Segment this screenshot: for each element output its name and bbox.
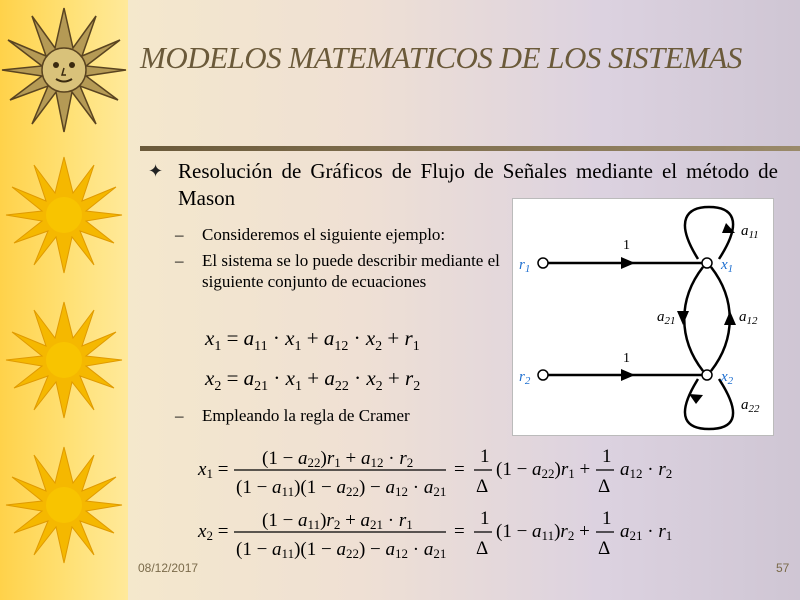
decorative-sun-strip (0, 0, 128, 600)
svg-text:(1 − a22)r1 +: (1 − a22)r1 + (496, 459, 591, 481)
svg-text:1: 1 (480, 508, 490, 529)
arrow-icon (689, 394, 703, 404)
sun-icon (6, 447, 122, 563)
arrow-icon (677, 311, 689, 325)
svg-text:Δ: Δ (476, 476, 489, 497)
svg-text:Δ: Δ (598, 538, 611, 559)
sun-icon (6, 157, 122, 273)
cramer-equations (190, 440, 690, 565)
label-r2: $r_2$ (519, 369, 531, 387)
svg-text:1: 1 (602, 508, 612, 529)
signal-flow-graph (512, 198, 774, 436)
label-gain-1-bottom: 1 (623, 351, 630, 366)
sub-bullet-text: El sistema se lo puede describir mediante el siguiente conjunto de ecuaciones (202, 251, 500, 291)
dash-bullet-icon: – (175, 406, 184, 425)
node-r2 (538, 370, 548, 380)
node-r1 (538, 258, 548, 268)
svg-text:(1 − a11)(1 − a22) − a12 · a21: (1 − a11)(1 − a22) − a12 · a21 (236, 477, 447, 499)
svg-text:Δ: Δ (476, 538, 489, 559)
svg-text:1: 1 (602, 446, 612, 467)
main-bullet-text: Resolución de Gráficos de Flujo de Señales mediante el método de Mason (178, 159, 778, 210)
label-a21: $a_{21}$ (657, 309, 676, 327)
label-a11: $a_{11}$ (741, 223, 759, 241)
arrow-icon (621, 369, 635, 381)
svg-text:(1 − a11)r2 +: (1 − a11)r2 + (496, 521, 590, 543)
dash-bullet-icon: – (175, 225, 184, 244)
label-r1: $r_1$ (519, 257, 531, 275)
svg-text:(1 − a22)r1 + a12 · r2: (1 − a22)r1 + a12 · r2 (262, 448, 414, 470)
node-x1 (702, 258, 712, 268)
sun-icons (0, 0, 128, 600)
equation-1: $x_1 = a_{11} \cdot x_1 + a_{12} \cdot x_2 + r_1$ (205, 326, 420, 355)
arrow-icon (621, 257, 635, 269)
equation-2: $x_2 = a_{21} \cdot x_1 + a_{22} \cdot x_2 + r_2$ (205, 366, 421, 395)
arrow-icon (724, 311, 736, 325)
footer-date: 08/12/2017 (138, 561, 199, 575)
svg-text:Δ: Δ (598, 476, 611, 497)
label-gain-1-top: 1 (623, 238, 630, 253)
label-x2: $x_2$ (721, 369, 734, 387)
slide-title: MODELOS MATEMATICOS DE LOS SISTEMAS (140, 40, 742, 75)
star-bullet-icon: ✦ (148, 161, 164, 181)
sun-icon (6, 302, 122, 418)
sun-face-icon (2, 8, 126, 132)
sub-bullet-text: Empleando la regla de Cramer (202, 406, 410, 425)
dash-bullet-icon: – (175, 251, 184, 270)
title-divider (140, 146, 800, 151)
svg-text:x2 =: x2 = (198, 521, 229, 543)
svg-text:(1 − a11)(1 − a22) − a12 · a21: (1 − a11)(1 − a22) − a12 · a21 (236, 539, 447, 561)
svg-text:=: = (454, 521, 465, 542)
svg-text:x1 =: x1 = (198, 459, 229, 481)
svg-text:(1 − a11)r2 + a21 · r1: (1 − a11)r2 + a21 · r1 (262, 510, 413, 532)
svg-text:a21 · r1: a21 · r1 (620, 521, 673, 543)
svg-text:a12 · r2: a12 · r2 (620, 459, 673, 481)
svg-text:1: 1 (480, 446, 490, 467)
node-x2 (702, 370, 712, 380)
label-x1: $x_1$ (721, 257, 734, 275)
footer-page-number: 57 (776, 561, 790, 575)
sub-bullet-text: Consideremos el siguiente ejemplo: (202, 225, 446, 244)
label-a12: $a_{12}$ (739, 309, 758, 327)
label-a22: $a_{22}$ (741, 397, 760, 415)
svg-text:=: = (454, 459, 465, 480)
